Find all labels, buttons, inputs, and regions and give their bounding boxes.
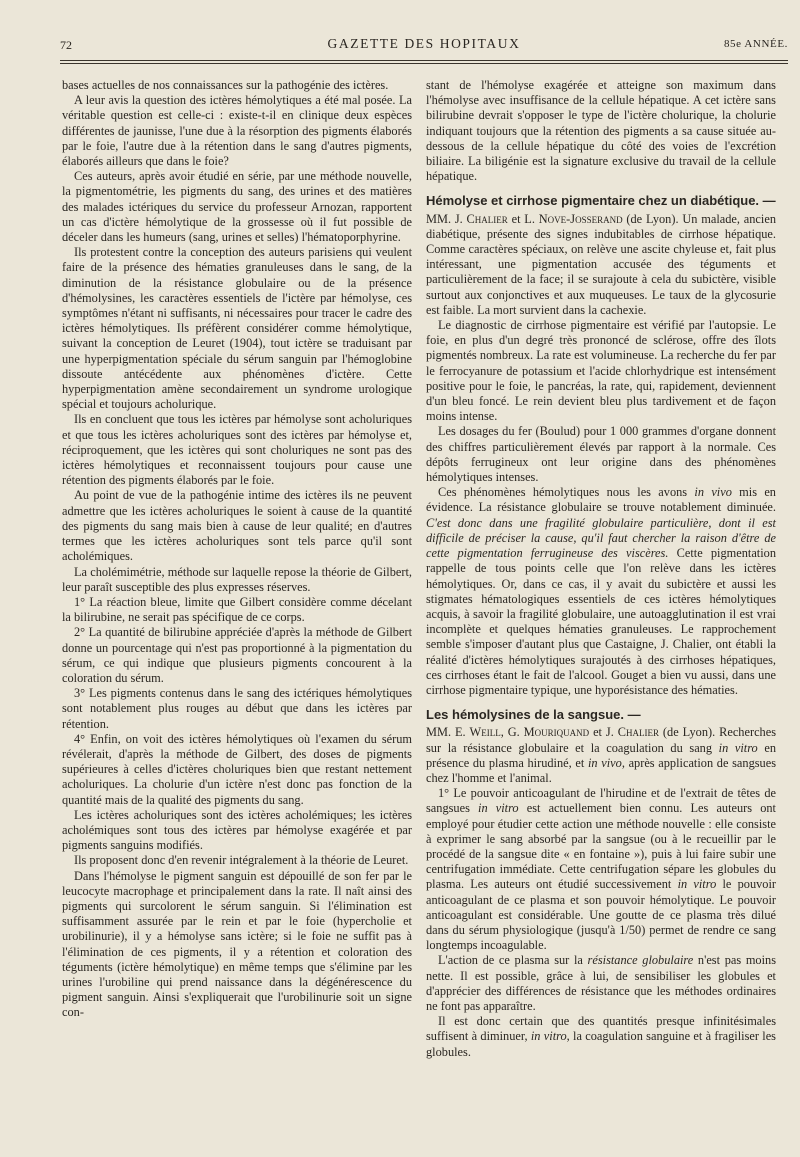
paragraph: Ils proposent donc d'en revenir intégralement à la théorie de Leuret. <box>74 853 409 868</box>
paragraph: Ces phénomènes hémolytiques nous les avons in vivo mis en évidence. La résistance globulaire se trouve notablement diminuée. C'est donc dans une fragilité globulaire particulière, dont il est difficile de préciser la cause, qu'il faut chercher la raison d'être de cette pigmentation ferrugineuse des viscères. Cette pigmentation rappelle de tous points celle que l'on relève dans les ictères hémolytiques. Or, dans ce cas, il y avait du subictère et aussi les stigmates hématologiques essentiels de ces ictères hémolytiques acquis, à savoir la fragilité globulaire, une autoagglutination il est vrai incomplète et quelques hématies granuleuses. Le rapprochement semble s'imposer d'autant plus que Castaigne, J. Chalier, ont établi la réalité d'ictères hémolytiques surajoutés à des cirrhoses hépatiques, ces cirrhoses étant le fait de l'alcool. Gouget a bien vu aussi, dans une cirrhose pigmentaire typique, une hyporésistance des hématies. <box>426 485 777 697</box>
author-name: Nove-Josserand <box>538 211 623 226</box>
paragraph: MM. J. Chalier et L. Nove-Josserand (de Lyon). Un malade, ancien diabétique, présente des signes indubitables de cirrhose hépatique. Comme caractères spéciaux, on relève une ascite chyleuse et, fait plus intéressant, une pigmentation accusée des téguments et particulièrement de la face; il se surajoute à cela du subictère, visible surtout aux conjonctives et aux muqueuses. Le taux de la glycosurie est faible. La mort survient dans la cachexie. <box>426 211 776 317</box>
author-name: Mouriquand <box>523 725 590 740</box>
author-name: Chalier <box>466 211 508 226</box>
paragraph: L'action de ce plasma sur la résistance globulaire n'est pas moins nette. Il est possible, grâce à lui, de sensibiliser les globules et d'apprécier des différences de résistance que les méthodes ordinaires ne font pas apparaître. <box>426 953 777 1013</box>
paragraph: 2° La quantité de bilirubine appréciée d'après la méthode de Gilbert donne un pourcentage qui n'est pas proportionné à la pigmentation du sérum, ce qui indique que plusieurs pigments concourent à la coloration du sérum. <box>62 625 412 685</box>
paragraph: MM. E. Weill, G. Mouriquand et J. Chalier (de Lyon). Recherches sur la résistance globulaire et la coagulation du sang in vitro en présence du plasma hirudiné, et in vivo, après application de sangsues chez l'homme et l'animal. <box>426 725 777 785</box>
section-heading-cirrhose: Hémolyse et cirrhose pigmentaire chez un diabétique. — <box>426 193 776 209</box>
page-header <box>60 34 788 56</box>
paragraph: Dans l'hémolyse le pigment sanguin est dépouillé de son fer par le leucocyte macrophage et principalement dans la rate. Il naît ainsi des pigments qui surcolorent le sérum sanguin. Si l'élimination est suffisamment assurée par le rein et par le foie (hypercholie et urobilinurie), il y a hémolyse sans ictère; si le foie ne suffit pas à l'élimination de ces pigments, il y a rétention et coloration des téguments (ictère hémolytique) en même temps que s'élimine par les urines l'urobiline qui prend naissance dans la dégénérescence du pigment sanguin. Ainsi s'expliquerait que l'urobilinurie soit un signe con- <box>62 868 412 1020</box>
paragraph: 4° Enfin, on voit des ictères hémolytiques où l'examen du sérum révélerait, d'après la méthode de Gilbert, des doses de pigments supérieures à celles d'ictères choluriques bien que restant nettement acholuriques. La cholurie d'un ictère n'est donc pas fonction de la quantité mais de la qualité des pigments du sang. <box>62 731 412 807</box>
year-label: 85e ANNÉE. <box>723 38 788 50</box>
paragraph: Le diagnostic de cirrhose pigmentaire est vérifié par l'autopsie. Le foie, en plus d'un degré très prononcé de sclérose, offre des îlots pigmentés nombreux. La rate est volumineuse. La recherche du fer par le ferrocyanure de potassium et l'acide chlorhydrique est intensément positive pour le foie, le pancréas, la rate, qui, rapidement, deviennent d'un bleu foncé. Le rein devient bleu plus tardivement et de façon moins intense. <box>426 318 776 424</box>
paragraph: 3° Les pigments contenus dans le sang des ictériques hémolytiques sont notablement plus rouges au début que dans les ictères par rétention. <box>62 686 412 731</box>
header-rule-top <box>60 60 788 61</box>
paragraph: bases actuelles de nos connaissances sur la pathogénie des ictères. <box>62 78 389 92</box>
author-name: Weill <box>469 725 501 740</box>
paragraph: 1° Le pouvoir anticoagulant de l'hirudine et de l'extrait de têtes de sangsues in vitro est actuellement bien connu. Les auteurs ont employé pour étudier cette action une méthode nouvelle : elle consiste à exprimer le sang absorbé par la sangsue (ou à le recueillir par le procédé de la sangsue dite « en fontaine »), puis à lui faire subir une centrifugation immédiate. Cette centrifugation sépare les globules du plasma. Les auteurs ont étudié successivement in vitro le pouvoir anticoagulant de ce plasma et son pouvoir hémolytique. Le pouvoir anticoagulant est considérable. Une goutte de ce plasma très dilué dans du sérum physiologique (jusqu'à 1/50) permet de rendre ce sang longtemps incoagulable. <box>426 786 777 953</box>
paragraph: stant de l'hémolyse exagérée et atteigne son maximum dans l'hémolyse avec insuffisance de la cellule hépatique. A cet ictère sans bilirubine devrait s'opposer le type de l'ictère cholurique, la cholurie indiquant toujours que la rétention des pigments a sa cause située au-dessous de la cellule hépatique du côté des voies de l'excrétion biliaire. La biligénie est la signature exclusive du travail de la cellule hépatique. <box>426 78 776 184</box>
paragraph: 1° La réaction bleue, limite que Gilbert considère comme décelant la bilirubine, ne serait pas spécifique de ce corps. <box>62 594 412 625</box>
author-name: Chalier <box>617 725 659 740</box>
paragraph: A leur avis la question des ictères hémolytiques a été mal posée. La véritable question est celle-ci : existe-t-il en clinique deux espèces différentes de jaunisse, l'une due à la résorption des pigments élaborés par le foie, l'autre due à la rétention dans le sang d'autres pigments, élaborés ailleurs que dans le foie? <box>62 93 412 169</box>
paragraph: Il est donc certain que des quantités presque infinitésimales suffisent à diminuer, in vitro, la coagulation sanguine et à fragiliser les globules. <box>426 1014 776 1059</box>
paragraph: Les ictères acholuriques sont des ictères acholémiques; les ictères acholémiques sont tous des ictères par hémolyse exagérée et par pigments sanguins modifiés. <box>62 807 412 853</box>
journal-title: GAZETTE DES HOPITAUX <box>327 36 521 51</box>
paragraph: Ils protestent contre la conception des auteurs parisiens qui veulent faire de la présence des hématies granuleuses dans le sang, de la diminution de la résistance globulaire ou de la présence d'hémolysines, les caractères essentiels de l'ictère par hémolyse, ces symptômes n'étant ni suffisants, ni nécessaires pour tracer le cadre des ictères hémolytiques. Ils préfèrent considérer comme hémolytique, suivant la conception de Leuret (1904), tout ictère se traduisant par une hyperpigmentation spéciale du sérum sanguin par l'hémoglobine dissoute antécédente aux phénomènes d'ictère. Cette hyperpigmentation amène secondairement un syndrome urologique spécial et toujours acholurique. <box>62 245 412 412</box>
paragraph: Au point de vue de la pathogénie intime des ictères ils ne peuvent admettre que les ictères acholuriques le soient à cause de la quantité des pigments du sang mais bien à cause de leur qualité; en d'autres termes que les ictères acholuriques sont tels parce qu'il sont acholémiques. <box>62 488 412 564</box>
right-column <box>426 78 776 1060</box>
page-number: 72 <box>60 38 72 52</box>
paragraph: Ils en concluent que tous les ictères par hémolyse sont acholuriques et que tous les ictères acholuriques sont des ictères par hémolyse et, réciproquement, que les ictères qui sont choluriques ne sont pas des ictères hémolytiques et reconnaissent toujours pour cause une rétention des pigments élaborés par le foie. <box>62 412 412 488</box>
paragraph: La cholémimétrie, méthode sur laquelle repose la théorie de Gilbert, leur paraît susceptible des plus expresses réserves. <box>62 564 412 594</box>
paragraph: Ces auteurs, après avoir étudié en série, par une méthode nouvelle, la pigmentométrie, les pigments du sang, des urines et des matières des malades ictériques du service du professeur Arnozan, rapportent un cas d'ictère hémolytique de la grossesse où il fut possible de déceler dans les humeurs (sang, urines et selles) l'hématoporphyrine. <box>62 169 412 245</box>
paragraph: Les dosages du fer (Boulud) pour 1 000 grammes d'organe donnent des chiffres particulièrement élevés par rapport à la normale. Ces dépôts ferrugineux ont leur origine dans des phénomènes hémolytiques intenses. <box>426 424 776 485</box>
header-rule-bottom <box>60 63 788 64</box>
section-heading-sangsue: Les hémolysines de la sangsue. — <box>426 707 641 723</box>
left-column <box>62 78 412 1021</box>
